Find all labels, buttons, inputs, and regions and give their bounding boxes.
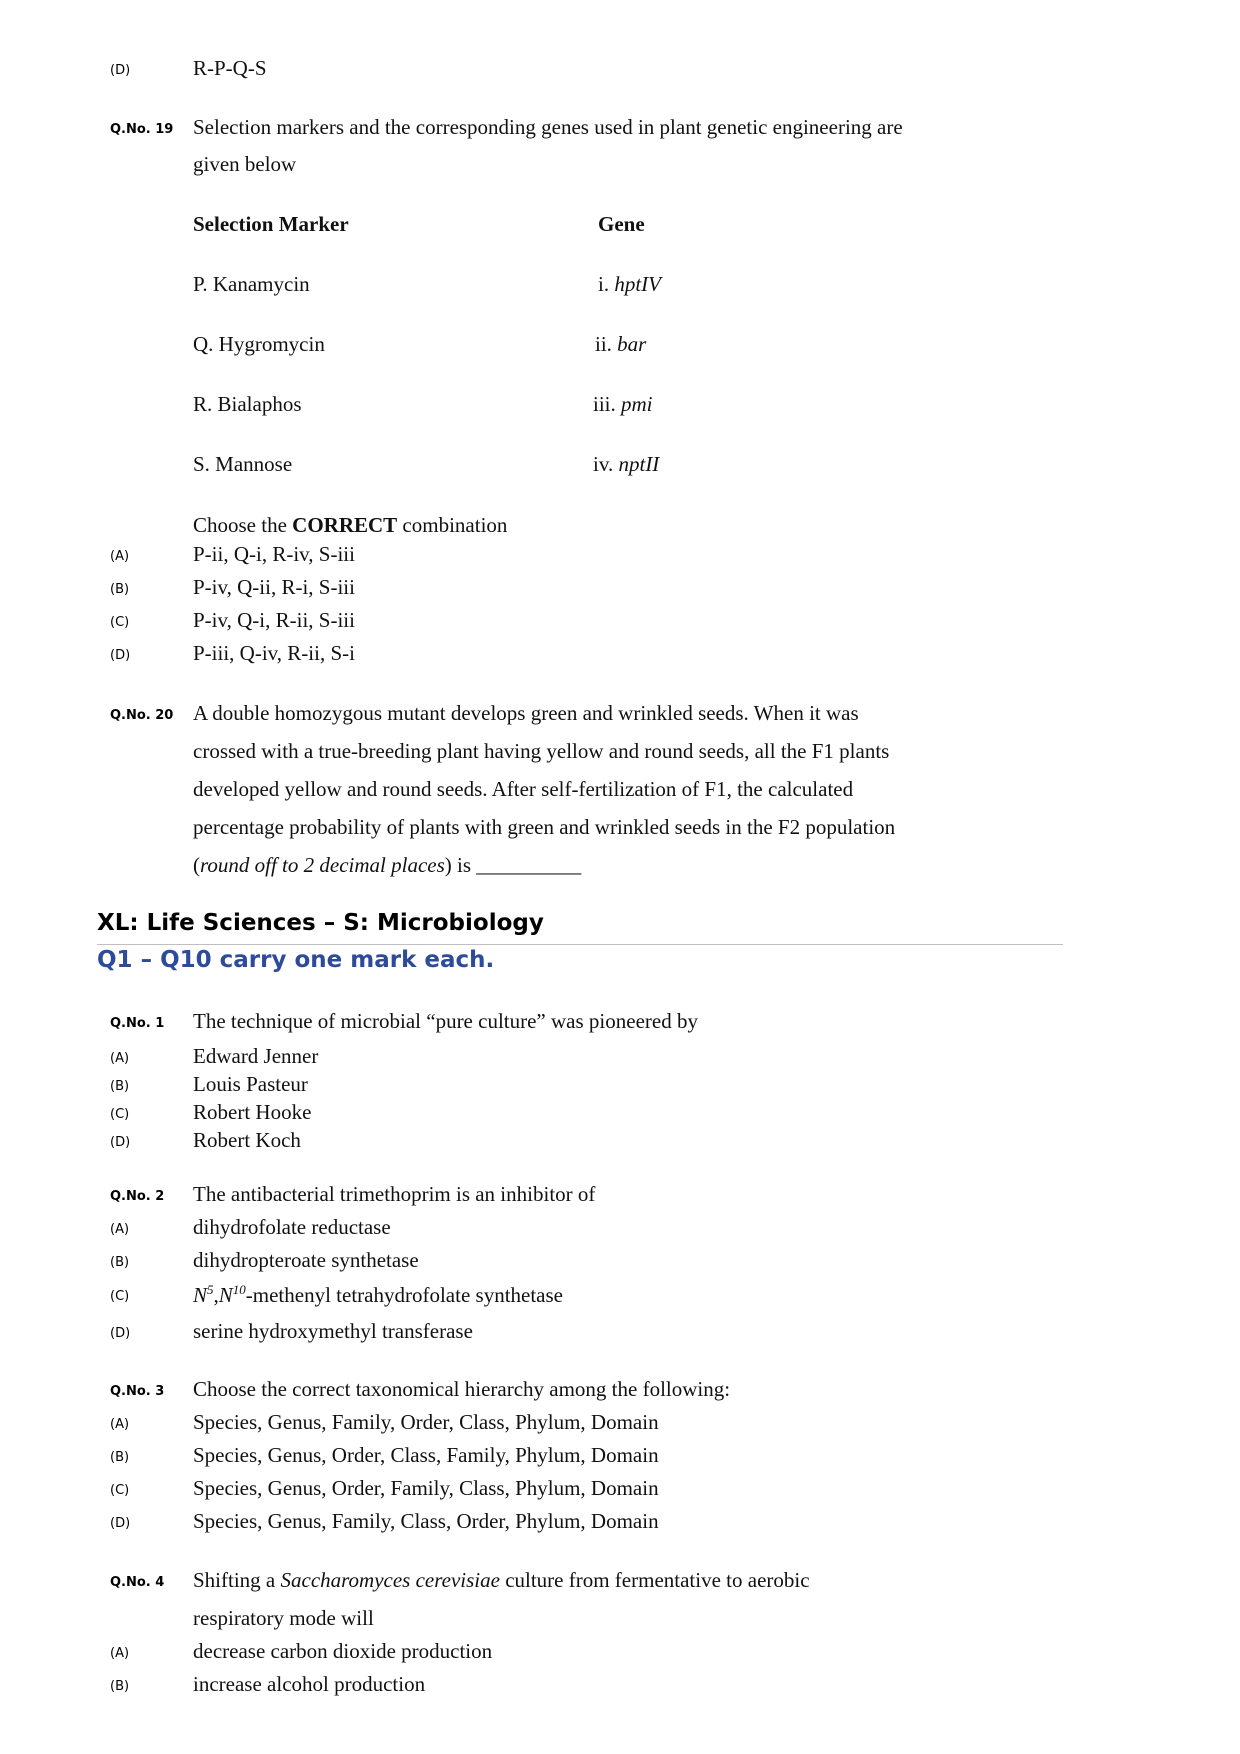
gene-row: iii. pmi — [593, 392, 653, 416]
section-divider — [97, 944, 1063, 945]
section-subtitle: Q1 – Q10 carry one mark each. — [97, 947, 495, 973]
table-header-marker: Selection Marker — [193, 212, 349, 236]
question-stem-line1: Selection markers and the corresponding genes used in plant genetic engineering are — [193, 115, 903, 139]
option-text: Edward Jenner — [193, 1044, 319, 1068]
option-text: dihydropteroate synthetase — [193, 1248, 419, 1272]
option-label: (B) — [110, 1079, 130, 1094]
option-text: Species, Genus, Order, Family, Class, Phylum, Domain — [193, 1476, 659, 1500]
option-label: (A) — [110, 1646, 130, 1661]
option-text: P-ii, Q-i, R-iv, S-iii — [193, 542, 355, 566]
gene-row: i. hptIV — [598, 272, 661, 296]
option-label: (A) — [110, 549, 130, 564]
question-number: Q.No. 19 — [110, 122, 174, 137]
option-text: Species, Genus, Family, Order, Class, Phylum, Domain — [193, 1410, 659, 1434]
marker-row: P. Kanamycin — [193, 272, 310, 296]
option-text: Species, Genus, Order, Class, Family, Phylum, Domain — [193, 1443, 659, 1467]
section-title: XL: Life Sciences – S: Microbiology — [97, 910, 544, 936]
question-stem-line: (round off to 2 decimal places) is __________ — [193, 853, 582, 877]
table-header-gene: Gene — [598, 212, 645, 236]
option-label: (D) — [110, 63, 131, 78]
option-label: (B) — [110, 582, 130, 597]
option-text: Louis Pasteur — [193, 1072, 308, 1096]
question-stem-line2: respiratory mode will — [193, 1606, 374, 1630]
option-label: (B) — [110, 1679, 130, 1694]
option-text: decrease carbon dioxide production — [193, 1639, 493, 1663]
option-text: Robert Hooke — [193, 1100, 312, 1124]
option-label: (A) — [110, 1051, 130, 1066]
option-label: (C) — [110, 1107, 130, 1122]
question-number: Q.No. 3 — [110, 1384, 165, 1399]
option-text: Robert Koch — [193, 1128, 301, 1152]
marker-row: S. Mannose — [193, 452, 293, 476]
option-text: P-iv, Q-i, R-ii, S-iii — [193, 608, 355, 632]
option-label: (D) — [110, 1135, 131, 1150]
question-stem: Choose the correct taxonomical hierarchy among the following: — [193, 1377, 731, 1401]
option-text: Species, Genus, Family, Class, Order, Phylum, Domain — [193, 1509, 659, 1533]
question-stem: The antibacterial trimethoprim is an inhibitor of — [193, 1182, 596, 1206]
option-label: (A) — [110, 1222, 130, 1237]
question-stem-line: A double homozygous mutant develops green and wrinkled seeds. When it was — [193, 701, 859, 725]
option-label: (B) — [110, 1255, 130, 1270]
option-text: P-iii, Q-iv, R-ii, S-i — [193, 641, 355, 665]
question-stem-line2: given below — [193, 152, 297, 176]
option-label: (A) — [110, 1417, 130, 1432]
question-stem: The technique of microbial “pure culture” was pioneered by — [193, 1009, 698, 1033]
choose-instruction: Choose the CORRECT combination — [193, 513, 508, 537]
question-number: Q.No. 2 — [110, 1189, 165, 1204]
marker-row: Q. Hygromycin — [193, 332, 325, 356]
question-number: Q.No. 4 — [110, 1575, 165, 1590]
question-stem-line: developed yellow and round seeds. After self-fertilization of F1, the calculated — [193, 777, 854, 801]
gene-row: ii. bar — [595, 332, 647, 356]
option-text: increase alcohol production — [193, 1672, 426, 1696]
option-label: (D) — [110, 1326, 131, 1341]
option-text: dihydrofolate reductase — [193, 1215, 391, 1239]
marker-row: R. Bialaphos — [193, 392, 302, 416]
question-stem-line: percentage probability of plants with green and wrinkled seeds in the F2 population — [193, 815, 896, 839]
option-text: $N^5,N^{10}$-methenyl tetrahydrofolate synthetase — [193, 1282, 563, 1307]
question-stem-line: crossed with a true-breeding plant having yellow and round seeds, all the F1 plants — [193, 739, 890, 763]
question-stem-line1: Shifting a Saccharomyces cerevisiae culture from fermentative to aerobic — [193, 1568, 810, 1592]
option-label: (D) — [110, 1516, 131, 1531]
option-text: R-P-Q-S — [193, 56, 267, 80]
question-number: Q.No. 1 — [110, 1016, 165, 1031]
option-label: (C) — [110, 615, 130, 630]
option-text: P-iv, Q-ii, R-i, S-iii — [193, 575, 355, 599]
gene-row: iv. nptII — [593, 452, 660, 476]
option-label: (C) — [110, 1289, 130, 1304]
option-label: (D) — [110, 648, 131, 663]
option-text: serine hydroxymethyl transferase — [193, 1319, 473, 1343]
option-label: (C) — [110, 1483, 130, 1498]
question-number: Q.No. 20 — [110, 708, 174, 723]
option-label: (B) — [110, 1450, 130, 1465]
